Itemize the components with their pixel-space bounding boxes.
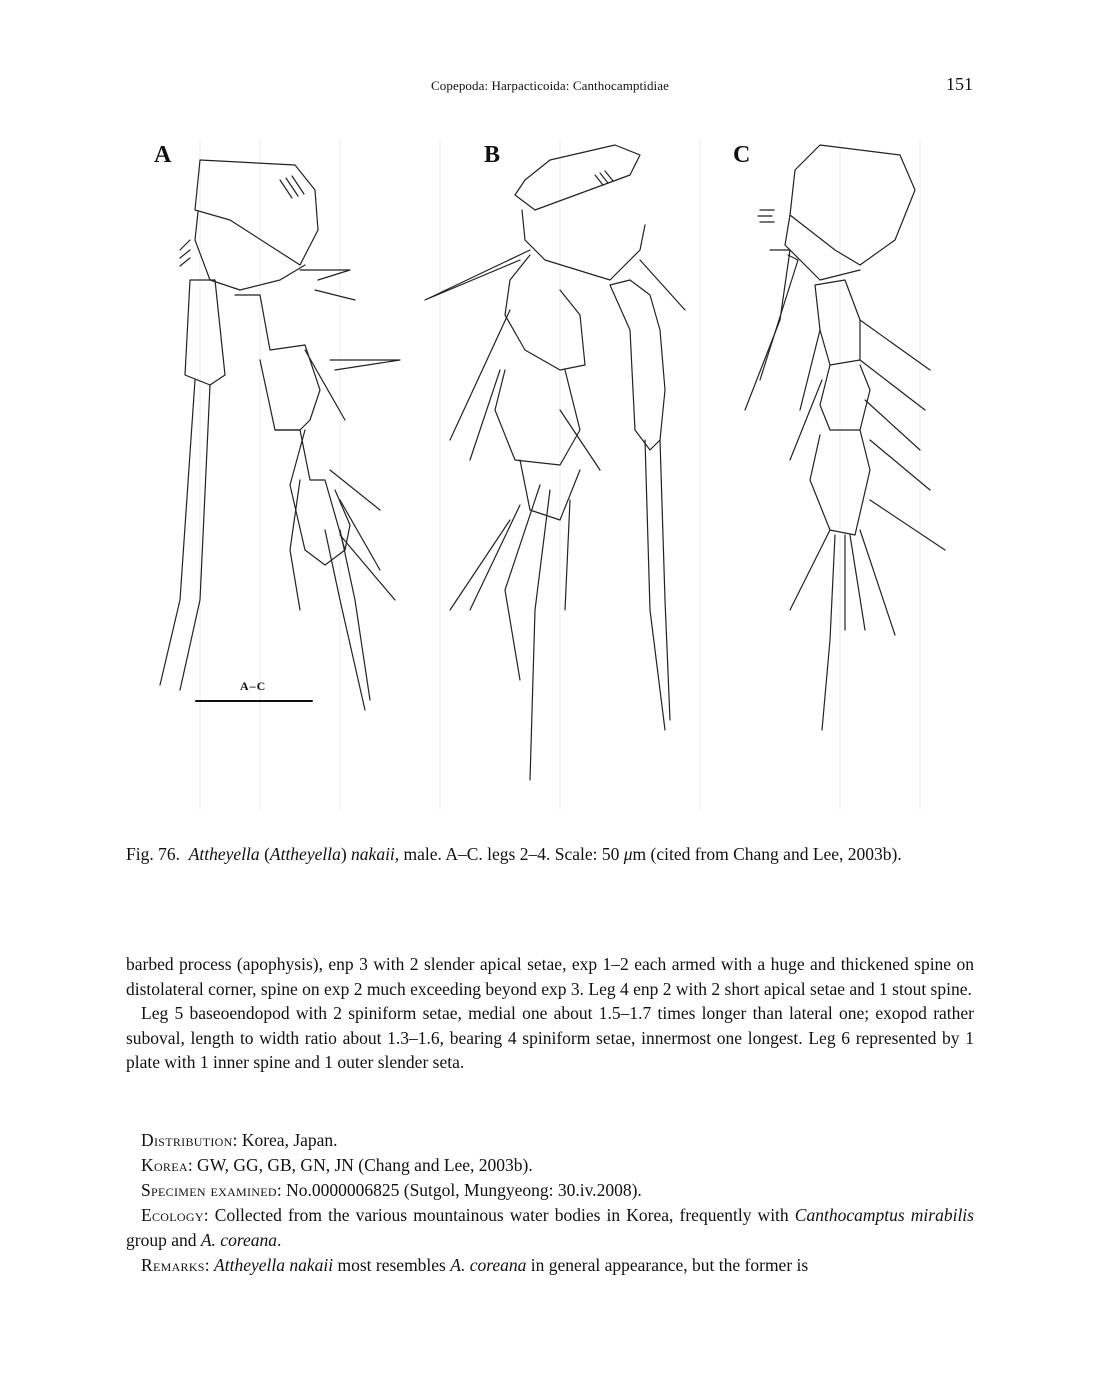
ecology-text-2: group and [126,1230,201,1250]
panel-label-a: A [154,142,172,168]
running-head: Copepoda: Harpacticoida: Canthocamptidiae [430,78,670,93]
body-paragraph-1: barbed process (apophysis), enp 3 with 2 slender apical setae, exp 1–2 each armed with a huge and thickened spine on distolateral corner, spine on exp 2 much exceeding beyond exp 3. Leg 4 enp 2 with 2 short apical setae and 1 stout spine. [126,954,974,999]
panel-label-b: B [484,142,501,168]
species-sections [126,1128,974,1278]
distribution-section [126,1128,974,1153]
distribution-text: : Korea, Japan. [232,1130,338,1150]
panel-c-leg-drawing [745,145,945,730]
page-number: 151 [946,74,973,94]
ecology-heading: Ecology [141,1205,204,1225]
panel-a-leg-drawing [160,160,400,710]
remarks-text-1: : [204,1255,215,1275]
body-paragraph-2: Leg 5 baseoendopod with 2 spiniform setae, medial one about 1.5–1.7 times longer than lateral one; exopod rather suboval, length to width ratio about 1.3–1.6, bearing 4 spiniform setae, innermost one longest. Leg 6 represented by 1 plate with 1 inner spine and 1 outer slender seta. [126,1003,974,1072]
caption-mu: μ [623,844,633,864]
caption-close-paren: ) [340,844,352,864]
remarks-section [126,1253,974,1278]
panel-label-c: C [733,142,751,168]
remarks-text-3: in general appearance, but the former is [526,1255,809,1275]
caption-subgenus: Attheyella [269,844,341,864]
korea-text: : GW, GG, GB, GN, JN (Chang and Lee, 2003b). [187,1155,533,1175]
ecology-taxon-2: A. coreana [200,1230,277,1250]
ecology-text-3: . [277,1230,282,1250]
korea-heading: Korea [141,1155,188,1175]
caption-rest: , male. A–C. legs 2–4. Scale: 50 [394,844,624,864]
specimen-heading: Specimen examined [141,1180,277,1200]
figure-76 [140,130,980,820]
caption-open-paren: ( [259,844,270,864]
distribution-heading: Distribution [141,1130,233,1150]
caption-rest-2: m (cited from Chang and Lee, 2003b). [632,844,902,864]
ecology-text-1: : Collected from the various mountainous water bodies in Korea, frequently with [203,1205,795,1225]
figure-drawing [140,130,980,820]
ecology-section [126,1203,974,1253]
remarks-taxon-1: Attheyella nakaii [214,1255,334,1275]
figure-caption [126,842,974,867]
caption-prefix: Fig. 76. [126,844,180,864]
specimen-section [126,1178,974,1203]
remarks-text-2: most resembles [333,1255,451,1275]
panel-b-leg-drawing [425,145,685,780]
remarks-taxon-2: A. coreana [450,1255,527,1275]
caption-species: nakaii [351,844,395,864]
remarks-heading: Remarks [141,1255,205,1275]
body-text [126,952,974,1075]
scale-bar-label: A–C [240,679,267,693]
ecology-taxon-1: Canthocamptus mirabilis [794,1205,974,1225]
caption-genus: Attheyella [188,844,260,864]
figure-background [200,140,920,810]
specimen-text: : No.0000006825 (Sutgol, Mungyeong: 30.iv.2008). [276,1180,642,1200]
korea-section [126,1153,974,1178]
